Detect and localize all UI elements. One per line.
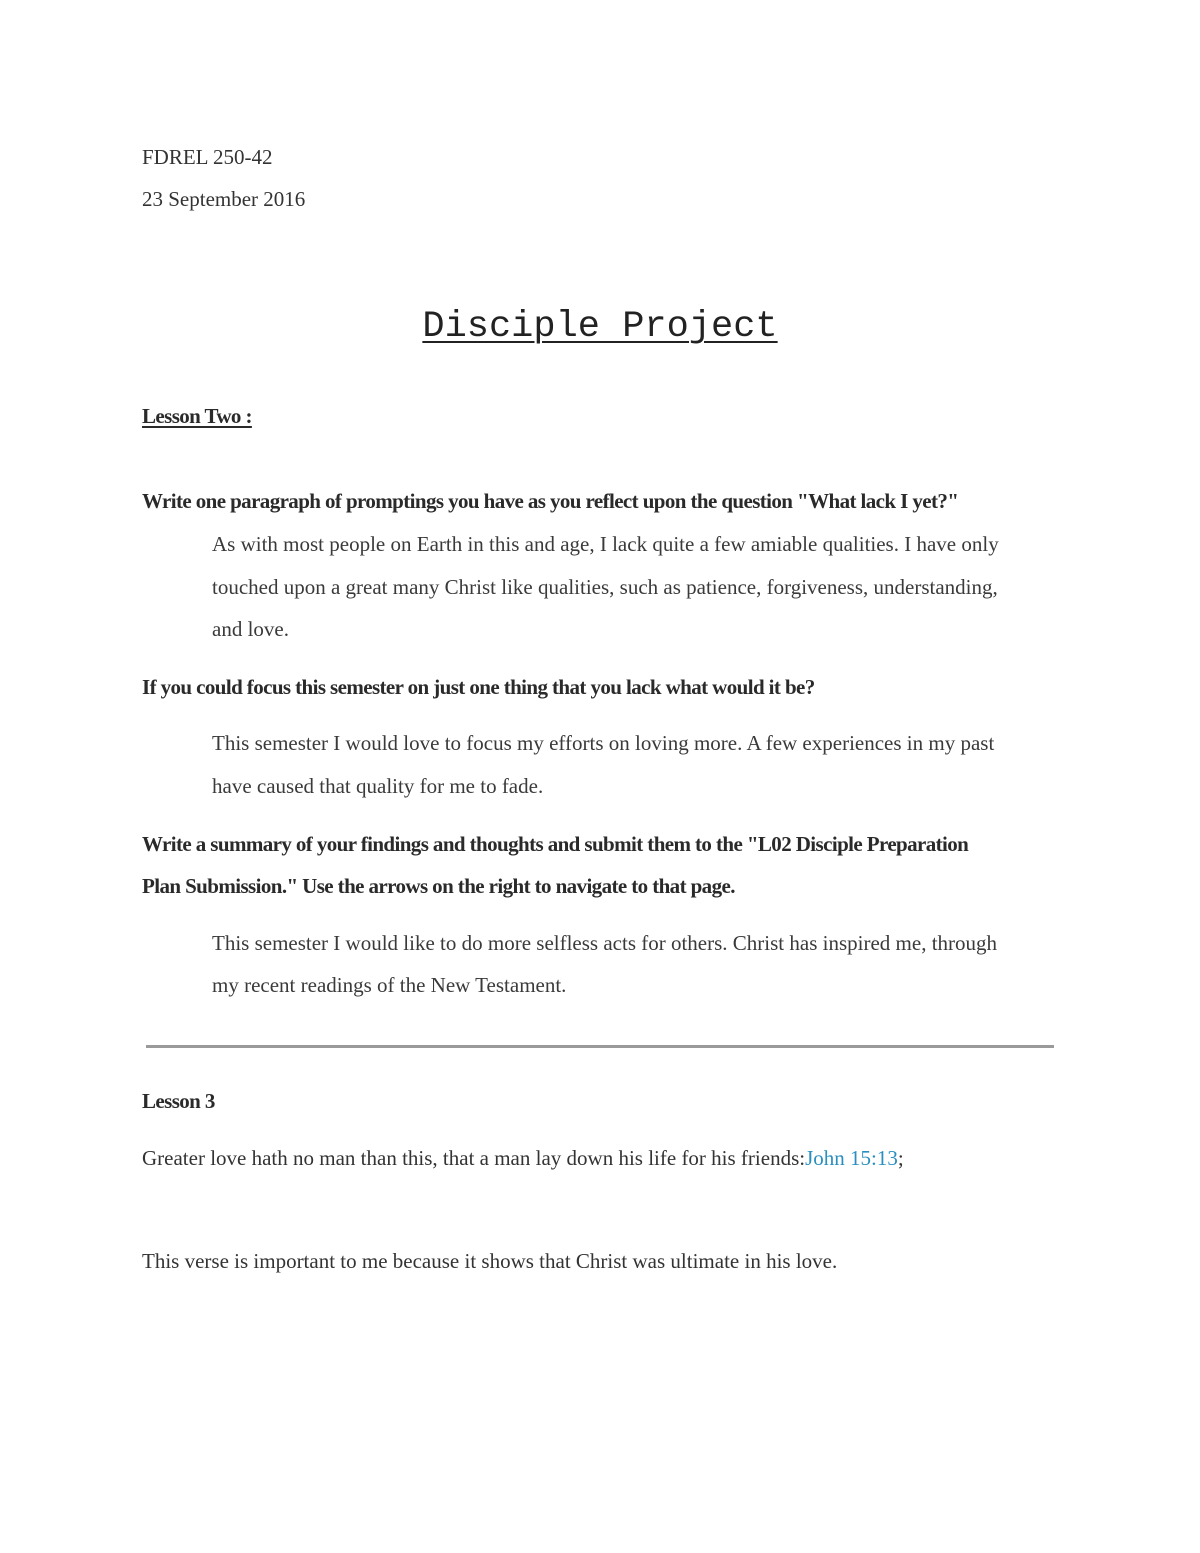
scripture-line [142,1146,904,1171]
lesson-three-heading: Lesson 3 [142,1089,215,1113]
answer-2-line-1: This semester I would love to focus my efforts on loving more. A few experiences in my past [212,731,995,755]
question-3-line-2: Plan Submission." Use the arrows on the right to navigate to that page. [142,874,735,898]
scripture-reference-link[interactable]: John 15:13 [805,1146,898,1170]
document-date: 23 September 2016 [142,187,306,211]
course-code: FDREL 250-42 [142,145,273,169]
answer-1-line-3: and love. [212,617,289,641]
page-title: Disciple Project [422,306,778,348]
answer-1-line-2: touched upon a great many Christ like qualities, such as patience, forgiveness, understanding, [212,575,998,599]
question-1: Write one paragraph of promptings you have as you reflect upon the question "What lack I yet?" [142,489,959,513]
answer-3-line-1: This semester I would like to do more selfless acts for others. Christ has inspired me, through [212,931,998,955]
answer-1-line-1: As with most people on Earth in this and age, I lack quite a few amiable qualities. I have only [212,532,999,556]
scripture-trailing: ; [897,1146,904,1170]
lesson-two-heading: Lesson Two : [142,404,252,428]
scripture-text: Greater love hath no man than this, that a man lay down his life for his friends: [142,1146,806,1170]
question-2: If you could focus this semester on just one thing that you lack what would it be? [142,675,815,699]
question-3-line-1: Write a summary of your findings and thoughts and submit them to the "L02 Disciple Preparation [142,832,969,856]
answer-2-line-2: have caused that quality for me to fade. [212,774,544,798]
reflection-text: This verse is important to me because it shows that Christ was ultimate in his love. [142,1249,838,1273]
section-divider [146,1045,1054,1048]
answer-3-line-2: my recent readings of the New Testament. [212,973,567,997]
